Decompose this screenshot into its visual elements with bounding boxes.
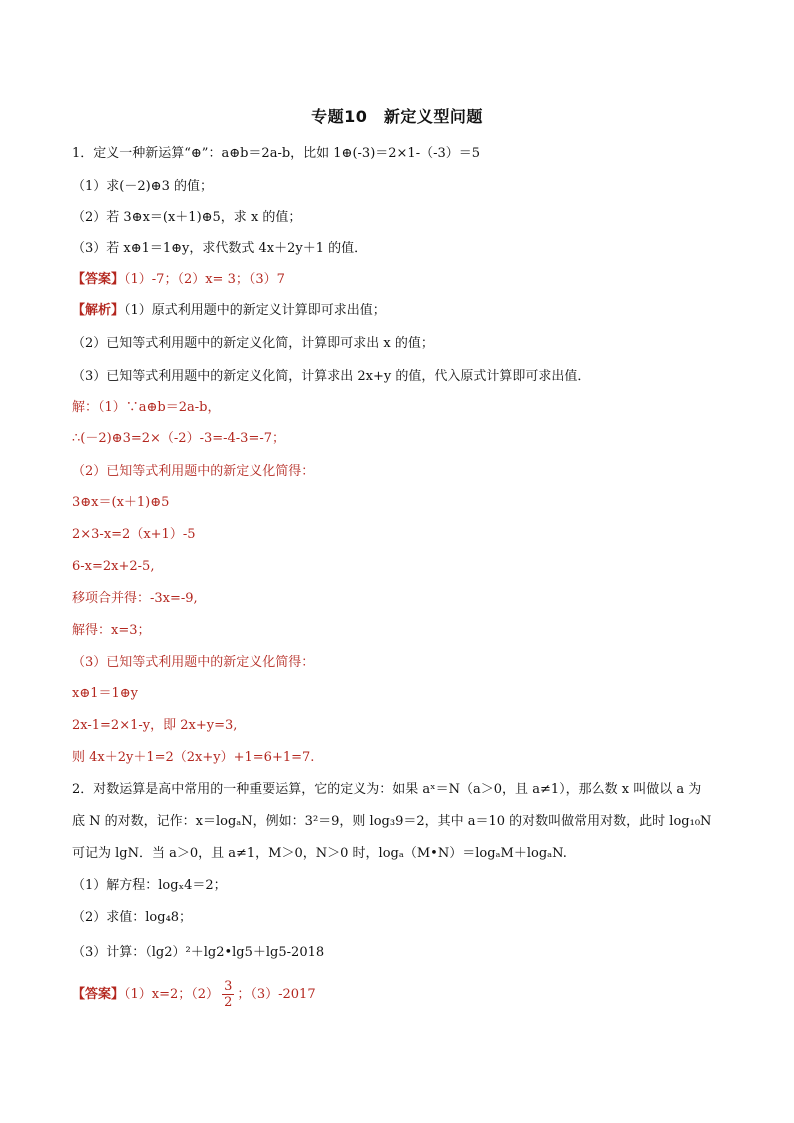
q2-part-2: （2）求值：log₄8；: [72, 910, 193, 925]
solution-line: 3⊕x＝(x＋1)⊕5: [72, 495, 170, 510]
answer-text: （1）-7；（2）x= 3；（3）7: [124, 272, 285, 287]
answer-text-a: （1）x=2；（2）: [124, 987, 220, 1002]
page-title: 专题10 新定义型问题: [311, 107, 483, 126]
q1-part-1: （1）求(－2)⊕3 的值；: [72, 179, 213, 194]
q1-stem: 1．定义一种新运算“⊕”：a⊕b＝2a-b，比如 1⊕(-3)＝2×1-（-3）＝5: [72, 146, 481, 161]
q2-part-3: （3）计算：（lg2）²＋lg2•lg5＋lg5-2018: [72, 945, 325, 960]
analysis-label: 【解析】: [72, 303, 125, 318]
solution-line: x⊕1＝1⊕y: [72, 686, 139, 701]
solution-line: 移项合并得：-3x=-9,: [72, 591, 198, 606]
q2-stem-3: 可记为 lgN．当 a＞0，且 a≠1，M＞0，N＞0 时，logₐ（M•N）＝logₐM＋logₐN.: [72, 846, 567, 861]
q1-analysis-3: （3）已知等式利用题中的新定义化简，计算求出 2x+y 的值，代入原式计算即可求出值．: [72, 369, 591, 384]
q2-answer: [72, 976, 732, 1014]
q1-part-2: （2）若 3⊕x＝(x＋1)⊕5，求 x 的值；: [72, 210, 302, 225]
solution-line: ∴(－2)⊕3=2×（-2）-3=-4-3=-7；: [72, 431, 286, 446]
solution-line: （2）已知等式利用题中的新定义化简得：: [72, 464, 315, 479]
q1-analysis: [72, 302, 732, 320]
solution-line: 解：（1）∵a⊕b＝2a-b，: [72, 400, 221, 415]
solution-line: 2×3-x=2（x+1）-5: [72, 527, 196, 542]
solution-line: 6-x=2x+2-5,: [72, 559, 155, 574]
solution-line: 则 4x＋2y＋1=2（2x+y）+1=6+1=7.: [72, 750, 315, 765]
answer-label: 【答案】: [72, 987, 125, 1002]
solution-line: 2x-1=2×1-y，即 2x+y=3,: [72, 718, 238, 733]
q1-answer: [72, 271, 732, 289]
q2-part-1: （1）解方程：logₓ4＝2；: [72, 878, 227, 893]
q1-part-3: （3）若 x⊕1＝1⊕y，求代数式 4x＋2y＋1 的值．: [72, 241, 368, 256]
answer-text-b: ；（3）-2017: [237, 987, 316, 1002]
solution-line: （3）已知等式利用题中的新定义化简得：: [72, 655, 315, 670]
q2-stem-2: 底 N 的对数，记作：x＝logₐN，例如：3²＝9，则 log₃9＝2，其中 a＝10 的对数叫做常用对数，此时 log₁₀N: [72, 814, 712, 829]
q2-stem-1: 2．对数运算是高中常用的一种重要运算，它的定义为：如果 aˣ＝N（a＞0，且 a≠1），那么数 x 叫做以 a 为: [72, 782, 702, 797]
q1-analysis-2: （2）已知等式利用题中的新定义化简，计算即可求出 x 的值；: [72, 336, 434, 351]
solution-line: 解得：x=3；: [72, 623, 151, 638]
analysis-text-1: （1）原式利用题中的新定义计算即可求出值；: [124, 303, 386, 318]
fraction-numerator: 3: [224, 979, 233, 994]
fraction-three-halves: [222, 979, 234, 1010]
answer-label: 【答案】: [72, 272, 125, 287]
fraction-denominator: 2: [224, 995, 233, 1010]
